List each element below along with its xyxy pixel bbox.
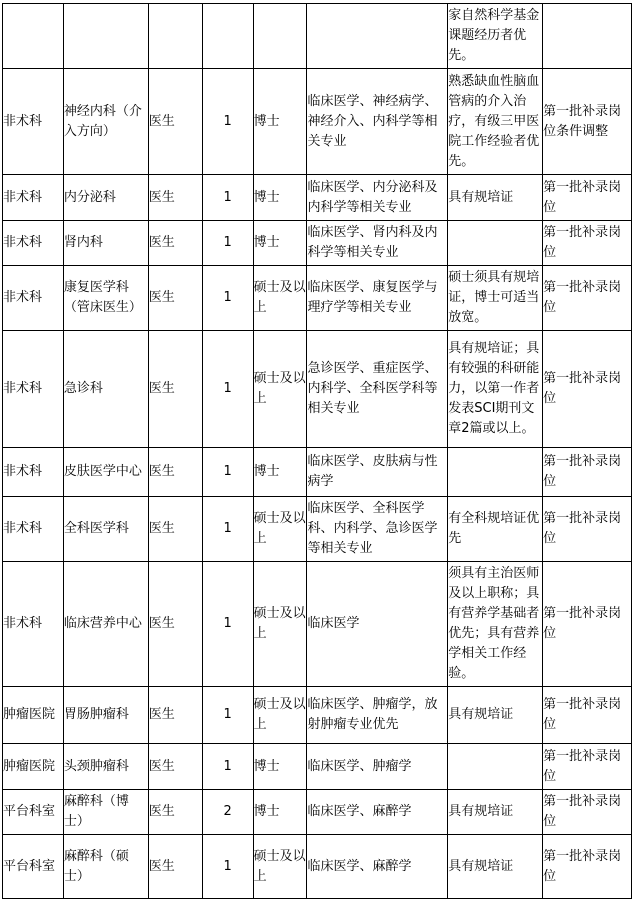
cell-department: 胃肠肿瘤科 bbox=[63, 687, 148, 744]
cell-major: 急诊医学、重症医学、内科学、全科医学科等相关专业 bbox=[307, 331, 448, 448]
cell-requirements: 具有规培证 bbox=[448, 790, 543, 835]
cell-degree: 硕士及以上 bbox=[253, 835, 307, 899]
cell-batch: 第一批补录岗位条件调整 bbox=[543, 69, 632, 175]
cell-batch: 第一批补录岗位 bbox=[543, 744, 632, 790]
table-row bbox=[3, 221, 632, 266]
cell-batch: 第一批补录岗位 bbox=[543, 448, 632, 497]
cell-headcount: 1 bbox=[202, 221, 253, 266]
table-row bbox=[3, 448, 632, 497]
cell-requirements bbox=[448, 221, 543, 266]
cell-category: 非术科 bbox=[3, 331, 64, 448]
cell-degree: 硕士及以上 bbox=[253, 562, 307, 687]
table-row bbox=[3, 835, 632, 899]
cell-major: 临床医学、麻醉学 bbox=[307, 790, 448, 835]
cell-degree bbox=[253, 4, 307, 69]
cell-department: 急诊科 bbox=[63, 331, 148, 448]
cell-category: 非术科 bbox=[3, 175, 64, 221]
cell-position: 医生 bbox=[148, 835, 202, 899]
cell-headcount: 1 bbox=[202, 266, 253, 331]
cell-position: 医生 bbox=[148, 221, 202, 266]
cell-batch: 第一批补录岗位 bbox=[543, 175, 632, 221]
table-row bbox=[3, 4, 632, 69]
cell-major: 临床医学、肿瘤学，放射肿瘤专业优先 bbox=[307, 687, 448, 744]
cell-major bbox=[307, 4, 448, 69]
cell-category: 非术科 bbox=[3, 448, 64, 497]
table-row bbox=[3, 562, 632, 687]
cell-category: 非术科 bbox=[3, 69, 64, 175]
cell-major: 临床医学、皮肤病与性病学 bbox=[307, 448, 448, 497]
cell-degree: 博士 bbox=[253, 69, 307, 175]
cell-degree: 博士 bbox=[253, 790, 307, 835]
cell-batch: 第一批补录岗位 bbox=[543, 497, 632, 562]
cell-batch: 第一批补录岗位 bbox=[543, 266, 632, 331]
cell-headcount bbox=[202, 4, 253, 69]
cell-position: 医生 bbox=[148, 175, 202, 221]
table-row bbox=[3, 69, 632, 175]
cell-batch: 第一批补录岗位 bbox=[543, 687, 632, 744]
cell-department: 肾内科 bbox=[63, 221, 148, 266]
cell-degree: 硕士及以上 bbox=[253, 687, 307, 744]
cell-position: 医生 bbox=[148, 266, 202, 331]
cell-position bbox=[148, 4, 202, 69]
cell-batch: 第一批补录岗位 bbox=[543, 790, 632, 835]
cell-major: 临床医学、麻醉学 bbox=[307, 835, 448, 899]
cell-position: 医生 bbox=[148, 69, 202, 175]
cell-major: 临床医学、康复医学与理疗学等相关专业 bbox=[307, 266, 448, 331]
cell-headcount: 1 bbox=[202, 497, 253, 562]
cell-requirements: 有全科规培证优先 bbox=[448, 497, 543, 562]
cell-headcount: 1 bbox=[202, 448, 253, 497]
cell-degree: 硕士及以上 bbox=[253, 266, 307, 331]
cell-headcount: 1 bbox=[202, 744, 253, 790]
cell-requirements bbox=[448, 448, 543, 497]
table-row bbox=[3, 687, 632, 744]
cell-requirements: 家自然科学基金课题经历者优先。 bbox=[448, 4, 543, 69]
cell-department: 神经内科（介入方向） bbox=[63, 69, 148, 175]
cell-requirements: 熟悉缺血性脑血管病的介入治疗，有级三甲医院工作经验者优先。 bbox=[448, 69, 543, 175]
cell-department: 内分泌科 bbox=[63, 175, 148, 221]
cell-position: 医生 bbox=[148, 448, 202, 497]
cell-degree: 博士 bbox=[253, 744, 307, 790]
cell-major: 临床医学、肾内科及内科学等相关专业 bbox=[307, 221, 448, 266]
cell-degree: 博士 bbox=[253, 221, 307, 266]
cell-batch: 第一批补录岗位 bbox=[543, 221, 632, 266]
cell-headcount: 1 bbox=[202, 562, 253, 687]
cell-position: 医生 bbox=[148, 790, 202, 835]
cell-headcount: 1 bbox=[202, 69, 253, 175]
table-row bbox=[3, 175, 632, 221]
cell-department: 临床营养中心 bbox=[63, 562, 148, 687]
cell-position: 医生 bbox=[148, 331, 202, 448]
cell-degree: 硕士及以上 bbox=[253, 331, 307, 448]
cell-requirements: 具有规培证；具有较强的科研能力，以第一作者发表SCI期刊文章2篇或以上。 bbox=[448, 331, 543, 448]
cell-requirements: 具有规培证 bbox=[448, 687, 543, 744]
cell-department: 全科医学科 bbox=[63, 497, 148, 562]
cell-headcount: 1 bbox=[202, 687, 253, 744]
cell-degree: 博士 bbox=[253, 448, 307, 497]
cell-batch: 第一批补录岗位 bbox=[543, 835, 632, 899]
cell-category bbox=[3, 4, 64, 69]
cell-category: 非术科 bbox=[3, 221, 64, 266]
recruitment-table-body bbox=[3, 4, 632, 899]
cell-major: 临床医学、神经病学、神经介入、内科学等相关专业 bbox=[307, 69, 448, 175]
cell-department: 麻醉科（硕士） bbox=[63, 835, 148, 899]
cell-position: 医生 bbox=[148, 687, 202, 744]
cell-category: 肿瘤医院 bbox=[3, 744, 64, 790]
table-row bbox=[3, 497, 632, 562]
cell-category: 平台科室 bbox=[3, 835, 64, 899]
cell-batch: 第一批补录岗位 bbox=[543, 331, 632, 448]
cell-department: 头颈肿瘤科 bbox=[63, 744, 148, 790]
cell-batch bbox=[543, 4, 632, 69]
cell-department: 康复医学科（管床医生） bbox=[63, 266, 148, 331]
cell-headcount: 1 bbox=[202, 331, 253, 448]
table-row bbox=[3, 790, 632, 835]
cell-position: 医生 bbox=[148, 744, 202, 790]
table-row bbox=[3, 331, 632, 448]
cell-degree: 硕士及以上 bbox=[253, 497, 307, 562]
cell-requirements: 须具有主治医师及以上职称；具有营养学基础者优先；具有营养学相关工作经验。 bbox=[448, 562, 543, 687]
table-row bbox=[3, 266, 632, 331]
cell-category: 非术科 bbox=[3, 562, 64, 687]
cell-department: 皮肤医学中心 bbox=[63, 448, 148, 497]
cell-major: 临床医学 bbox=[307, 562, 448, 687]
cell-category: 平台科室 bbox=[3, 790, 64, 835]
cell-category: 肿瘤医院 bbox=[3, 687, 64, 744]
cell-headcount: 2 bbox=[202, 790, 253, 835]
cell-major: 临床医学、全科医学科、内科学、急诊医学等相关专业 bbox=[307, 497, 448, 562]
cell-requirements: 具有规培证 bbox=[448, 835, 543, 899]
cell-headcount: 1 bbox=[202, 835, 253, 899]
cell-requirements: 具有规培证 bbox=[448, 175, 543, 221]
recruitment-table bbox=[2, 3, 632, 899]
cell-headcount: 1 bbox=[202, 175, 253, 221]
cell-department: 麻醉科（博士） bbox=[63, 790, 148, 835]
cell-batch: 第一批补录岗位 bbox=[543, 562, 632, 687]
cell-requirements bbox=[448, 744, 543, 790]
cell-major: 临床医学、肿瘤学 bbox=[307, 744, 448, 790]
cell-degree: 博士 bbox=[253, 175, 307, 221]
cell-requirements: 硕士须具有规培证，博士可适当放宽。 bbox=[448, 266, 543, 331]
table-row bbox=[3, 744, 632, 790]
cell-major: 临床医学、内分泌科及内科学等相关专业 bbox=[307, 175, 448, 221]
cell-department bbox=[63, 4, 148, 69]
cell-category: 非术科 bbox=[3, 266, 64, 331]
cell-position: 医生 bbox=[148, 562, 202, 687]
cell-category: 非术科 bbox=[3, 497, 64, 562]
cell-position: 医生 bbox=[148, 497, 202, 562]
